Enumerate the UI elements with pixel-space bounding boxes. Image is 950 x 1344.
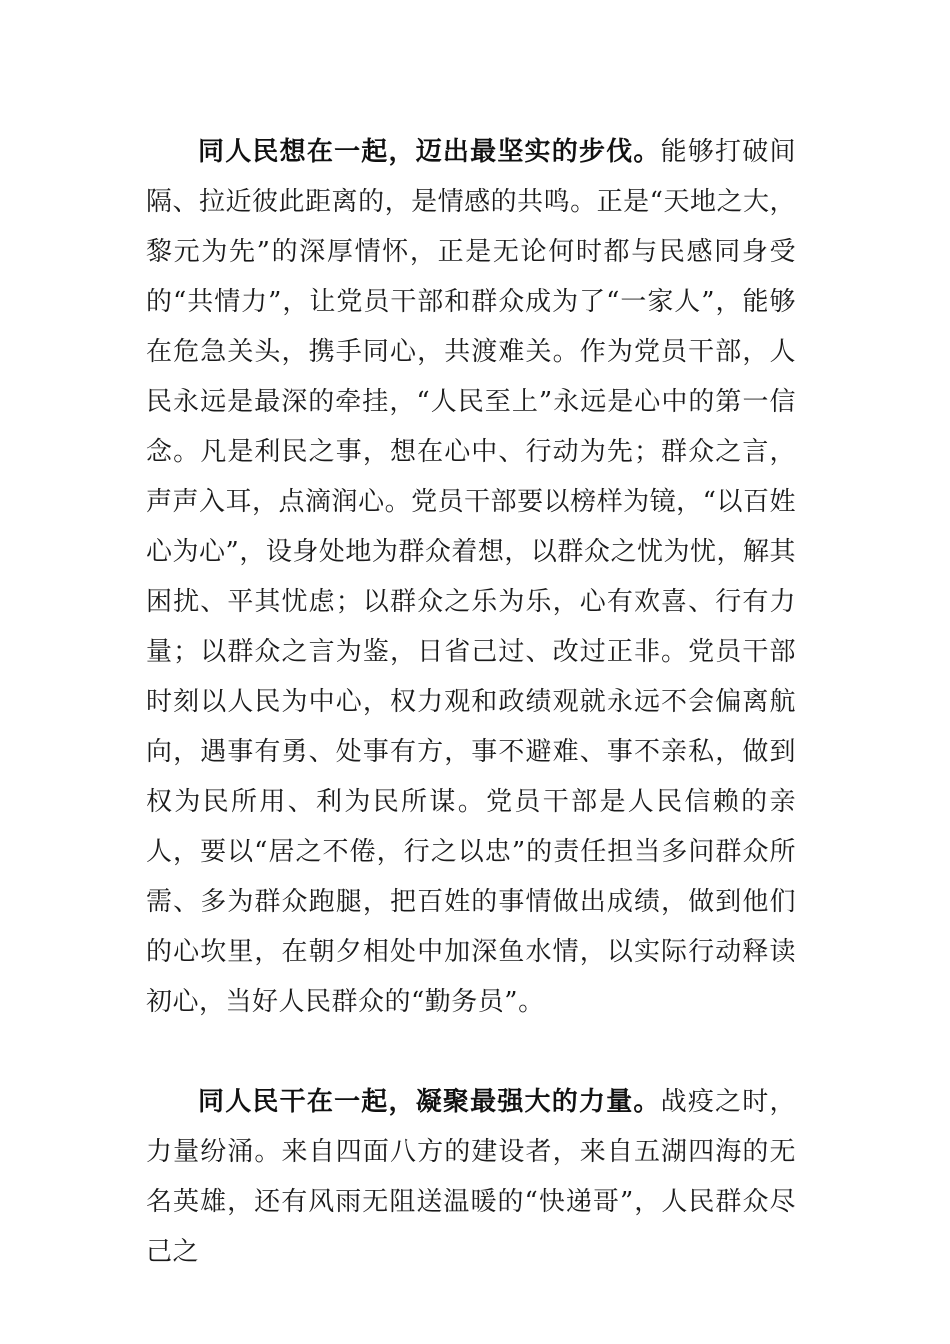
- paragraph-1: [146, 127, 796, 1027]
- paragraph-2: [146, 1077, 796, 1277]
- paragraph-1-lead: 同人民想在一起，迈出最坚实的步伐。: [198, 137, 661, 167]
- paragraph-2-body: 战疫之时，力量纷涌。来自四面八方的建设者，来自五湖四海的无名英雄，还有风雨无阻送温暖的“快递哥”，人民群众尽己之: [146, 1087, 796, 1267]
- paragraph-2-lead: 同人民干在一起，凝聚最强大的力量。: [198, 1087, 661, 1117]
- paragraph-1-body: 能够打破间隔、拉近彼此距离的，是情感的共鸣。正是“天地之大，黎元为先”的深厚情怀，正是无论何时都与民感同身受的“共情力”，让党员干部和群众成为了“一家人”，能够在危急关头，携手同心，共渡难关。作为党员干部，人民永远是最深的牵挂，“人民至上”永远是心中的第一信念。凡是利民之事，想在心中、行动为先；群众之言，声声入耳，点滴润心。党员干部要以榜样为镜，“以百姓心为心”，设身处地为群众着想，以群众之忧为忧，解其困扰、平其忧虑；以群众之乐为乐，心有欢喜、行有力量；以群众之言为鉴，日省己过、改过正非。党员干部时刻以人民为中心，权力观和政绩观就永远不会偏离航向，遇事有勇、处事有方，事不避难、事不亲私，做到权为民所用、利为民所谋。党员干部是人民信赖的亲人，要以“居之不倦，行之以忠”的责任担当多问群众所需、多为群众跑腿，把百姓的事情做出成绩，做到他们的心坎里，在朝夕相处中加深鱼水情，以实际行动释读初心，当好人民群众的“勤务员”。: [146, 137, 796, 1017]
